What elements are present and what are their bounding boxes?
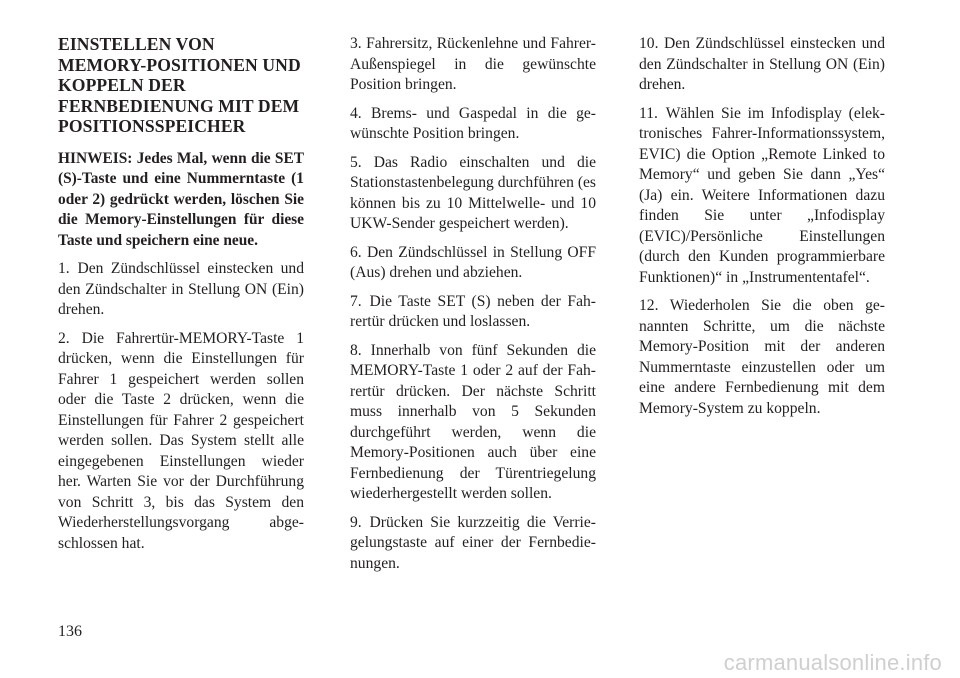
note-paragraph: HINWEIS: Jedes Mal, wenn die SET (S)-Taste und eine Nummerntaste (1 oder 2) gedrückt werden, löschen Sie die Memory-Einstellungen für diese Taste und speichern eine neue. [58, 149, 304, 249]
section-heading: EINSTELLEN VON MEMORY-POSITIONEN UND KOPPELN DER FERNBEDIENUNG MIT DEM POSITIONSSPEICHER [58, 34, 301, 137]
step-2: 2. Die Fahrertür-MEMORY-Taste 1 drücken, wenn die Einstellungen für Fahrer 1 gespeichert werden sollen oder die Taste 2 drücken, wenn die Einstellungen für Fahrer 2 gespeichert werden sollen. Das System stellt alle eingegebenen Einstellungen wieder her. Warten Sie vor der Durchführung von Schritt 3, bis das System den Wiederherstellungsvorgang abgeschlossen hat. [58, 329, 304, 552]
step-3: 3. Fahrersitz, Rückenlehne und Fahrer-Außenspiegel in die gewünschte Position bringen. [350, 35, 596, 93]
step-9: 9. Drücken Sie kurzzeitig die Verriegelungstaste auf einer der Fernbedienungen. [350, 513, 596, 572]
step-4: 4. Brems- und Gaspedal in die gewünschte Position bringen. [350, 104, 596, 142]
page-number: 136 [58, 623, 82, 640]
step-10: 10. Den Zündschlüssel einstecken und den Zündschalter in Stellung ON (Ein) drehen. [639, 35, 885, 93]
column-middle [350, 34, 596, 582]
step-8: 8. Innerhalb von fünf Sekunden die MEMORY-Taste 1 oder 2 auf der Fahrertür drücken. Der nächste Schritt muss innerhalb von 5 Sekunden durchgeführt werden, wenn die Memory-Positionen auch über eine Fernbedienung der Türentriegelung wiederhergestellt werden sollen. [350, 341, 596, 502]
column-right [639, 34, 885, 427]
step-5: 5. Das Radio einschalten und die Stationstastenbelegung durchführen (es können bis zu 10 Mittelwelle- und 10 UKW-Sender gespeichert werden). [350, 153, 596, 232]
watermark-text: carmanualsonline.info [723, 650, 942, 675]
step-12: 12. Wiederholen Sie die oben genannten Schritte, um die nächste Memory-Position mit der anderen Nummerntaste einzustellen oder um eine andere Fernbedienung mit dem Memory-System zu koppeln. [639, 297, 885, 417]
step-7: 7. Die Taste SET (S) neben der Fahrertür drücken und loslassen. [350, 292, 596, 330]
step-6: 6. Den Zündschlüssel in Stellung OFF (Aus) drehen und abziehen. [350, 243, 596, 281]
step-1: 1. Den Zündschlüssel einstecken und den Zündschalter in Stellung ON (Ein) drehen. [58, 260, 304, 319]
step-11: 11. Wählen Sie im Infodisplay (elektronisches Fahrer-Informationssystem, EVIC) die Option „Remote Linked to Memory“ und geben Sie dann „Yes“ (Ja) ein. Weitere Informationen dazu finden Sie unter „Infodisplay (EVIC)/Persönliche Einstellungen (durch den Kunden programmierbare Funktionen)“ in „Instrumententafel“. [639, 104, 885, 286]
column-left [58, 34, 304, 562]
